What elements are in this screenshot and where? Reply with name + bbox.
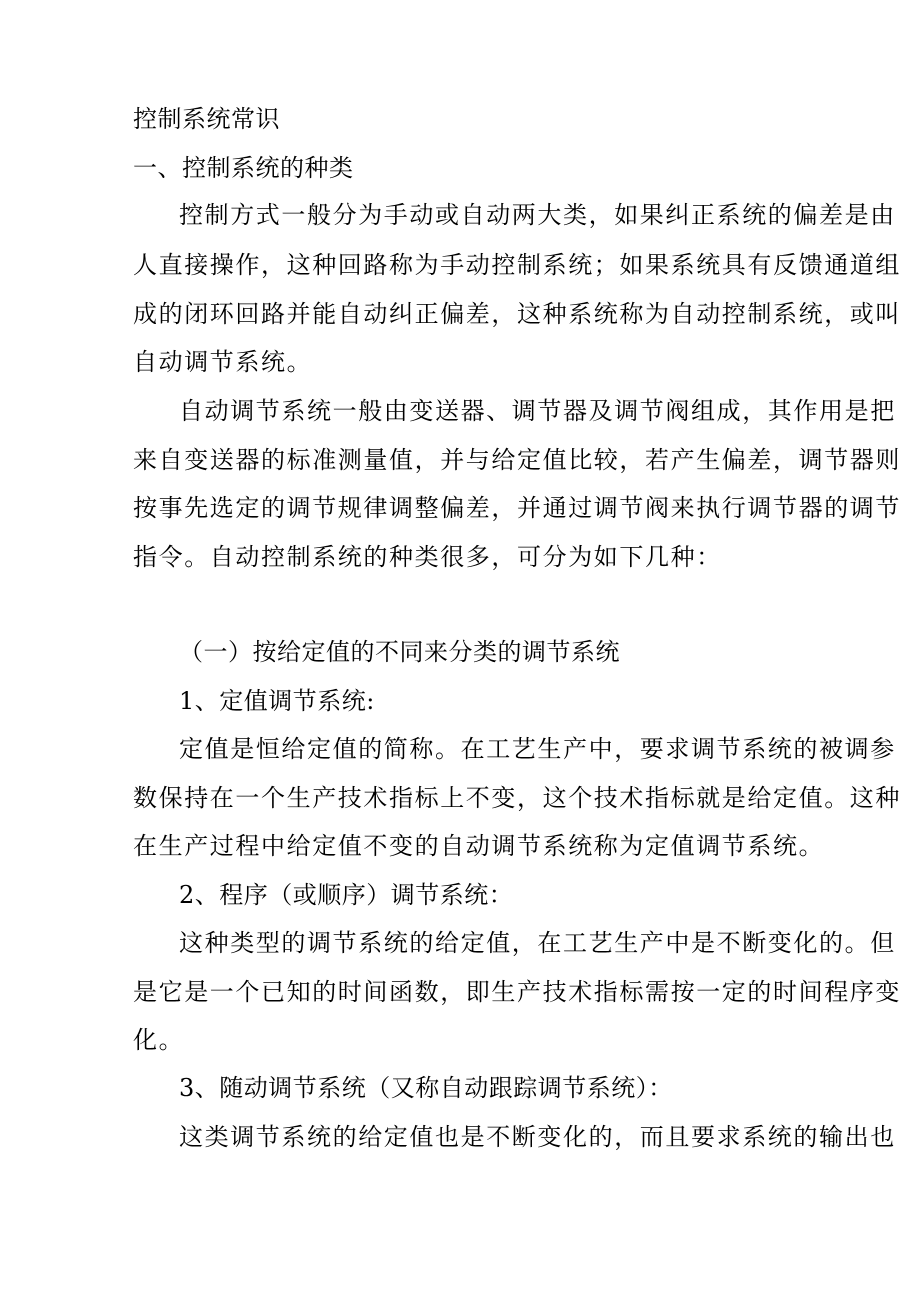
paragraph-line: 按事先选定的调节规律调整偏差，并通过调节阀来执行调节器的调节 <box>133 494 901 522</box>
paragraph-line: 这种类型的调节系统的给定值，在工艺生产中是不断变化的。但 <box>179 929 896 957</box>
paragraph-line: 来自变送器的标准测量值，并与给定值比较，若产生偏差，调节器则 <box>133 446 901 474</box>
item-heading-fixed-value: 1、定值调节系统: <box>179 687 375 715</box>
paragraph-line: 定值是恒给定值的简称。在工艺生产中，要求调节系统的被调参 <box>179 735 896 763</box>
paragraph-line: 是它是一个已知的时间函数，即生产技术指标需按一定的时间程序变 <box>133 978 901 1006</box>
paragraph-line: 人直接操作，这种回路称为手动控制系统；如果系统具有反馈通道组 <box>133 251 901 279</box>
subsection-heading: （一）按给定值的不同来分类的调节系统 <box>179 638 620 666</box>
item-heading-program: 2、程序（或顺序）调节系统： <box>179 881 514 909</box>
section-heading: 一、控制系统的种类 <box>133 154 354 182</box>
paragraph-line: 指令。自动控制系统的种类很多，可分为如下几种： <box>133 543 722 571</box>
paragraph-line: 自动调节系统。 <box>133 348 313 376</box>
document-title: 控制系统常识 <box>133 105 280 133</box>
paragraph-line: 自动调节系统一般由变送器、调节器及调节阀组成，其作用是把 <box>179 397 896 425</box>
paragraph-line: 在生产过程中给定值不变的自动调节系统称为定值调节系统。 <box>133 832 825 860</box>
paragraph-line: 化。 <box>133 1026 185 1054</box>
paragraph-line: 成的闭环回路并能自动纠正偏差，这种系统称为自动控制系统，或叫 <box>133 300 901 328</box>
paragraph-line: 数保持在一个生产技术指标上不变，这个技术指标就是给定值。这种 <box>133 784 901 812</box>
item-heading-follow-up: 3、随动调节系统（又称自动跟踪调节系统）： <box>179 1074 673 1102</box>
paragraph-line: 控制方式一般分为手动或自动两大类，如果纠正系统的偏差是由 <box>179 201 896 229</box>
paragraph-line: 这类调节系统的给定值也是不断变化的，而且要求系统的输出也 <box>179 1123 896 1151</box>
